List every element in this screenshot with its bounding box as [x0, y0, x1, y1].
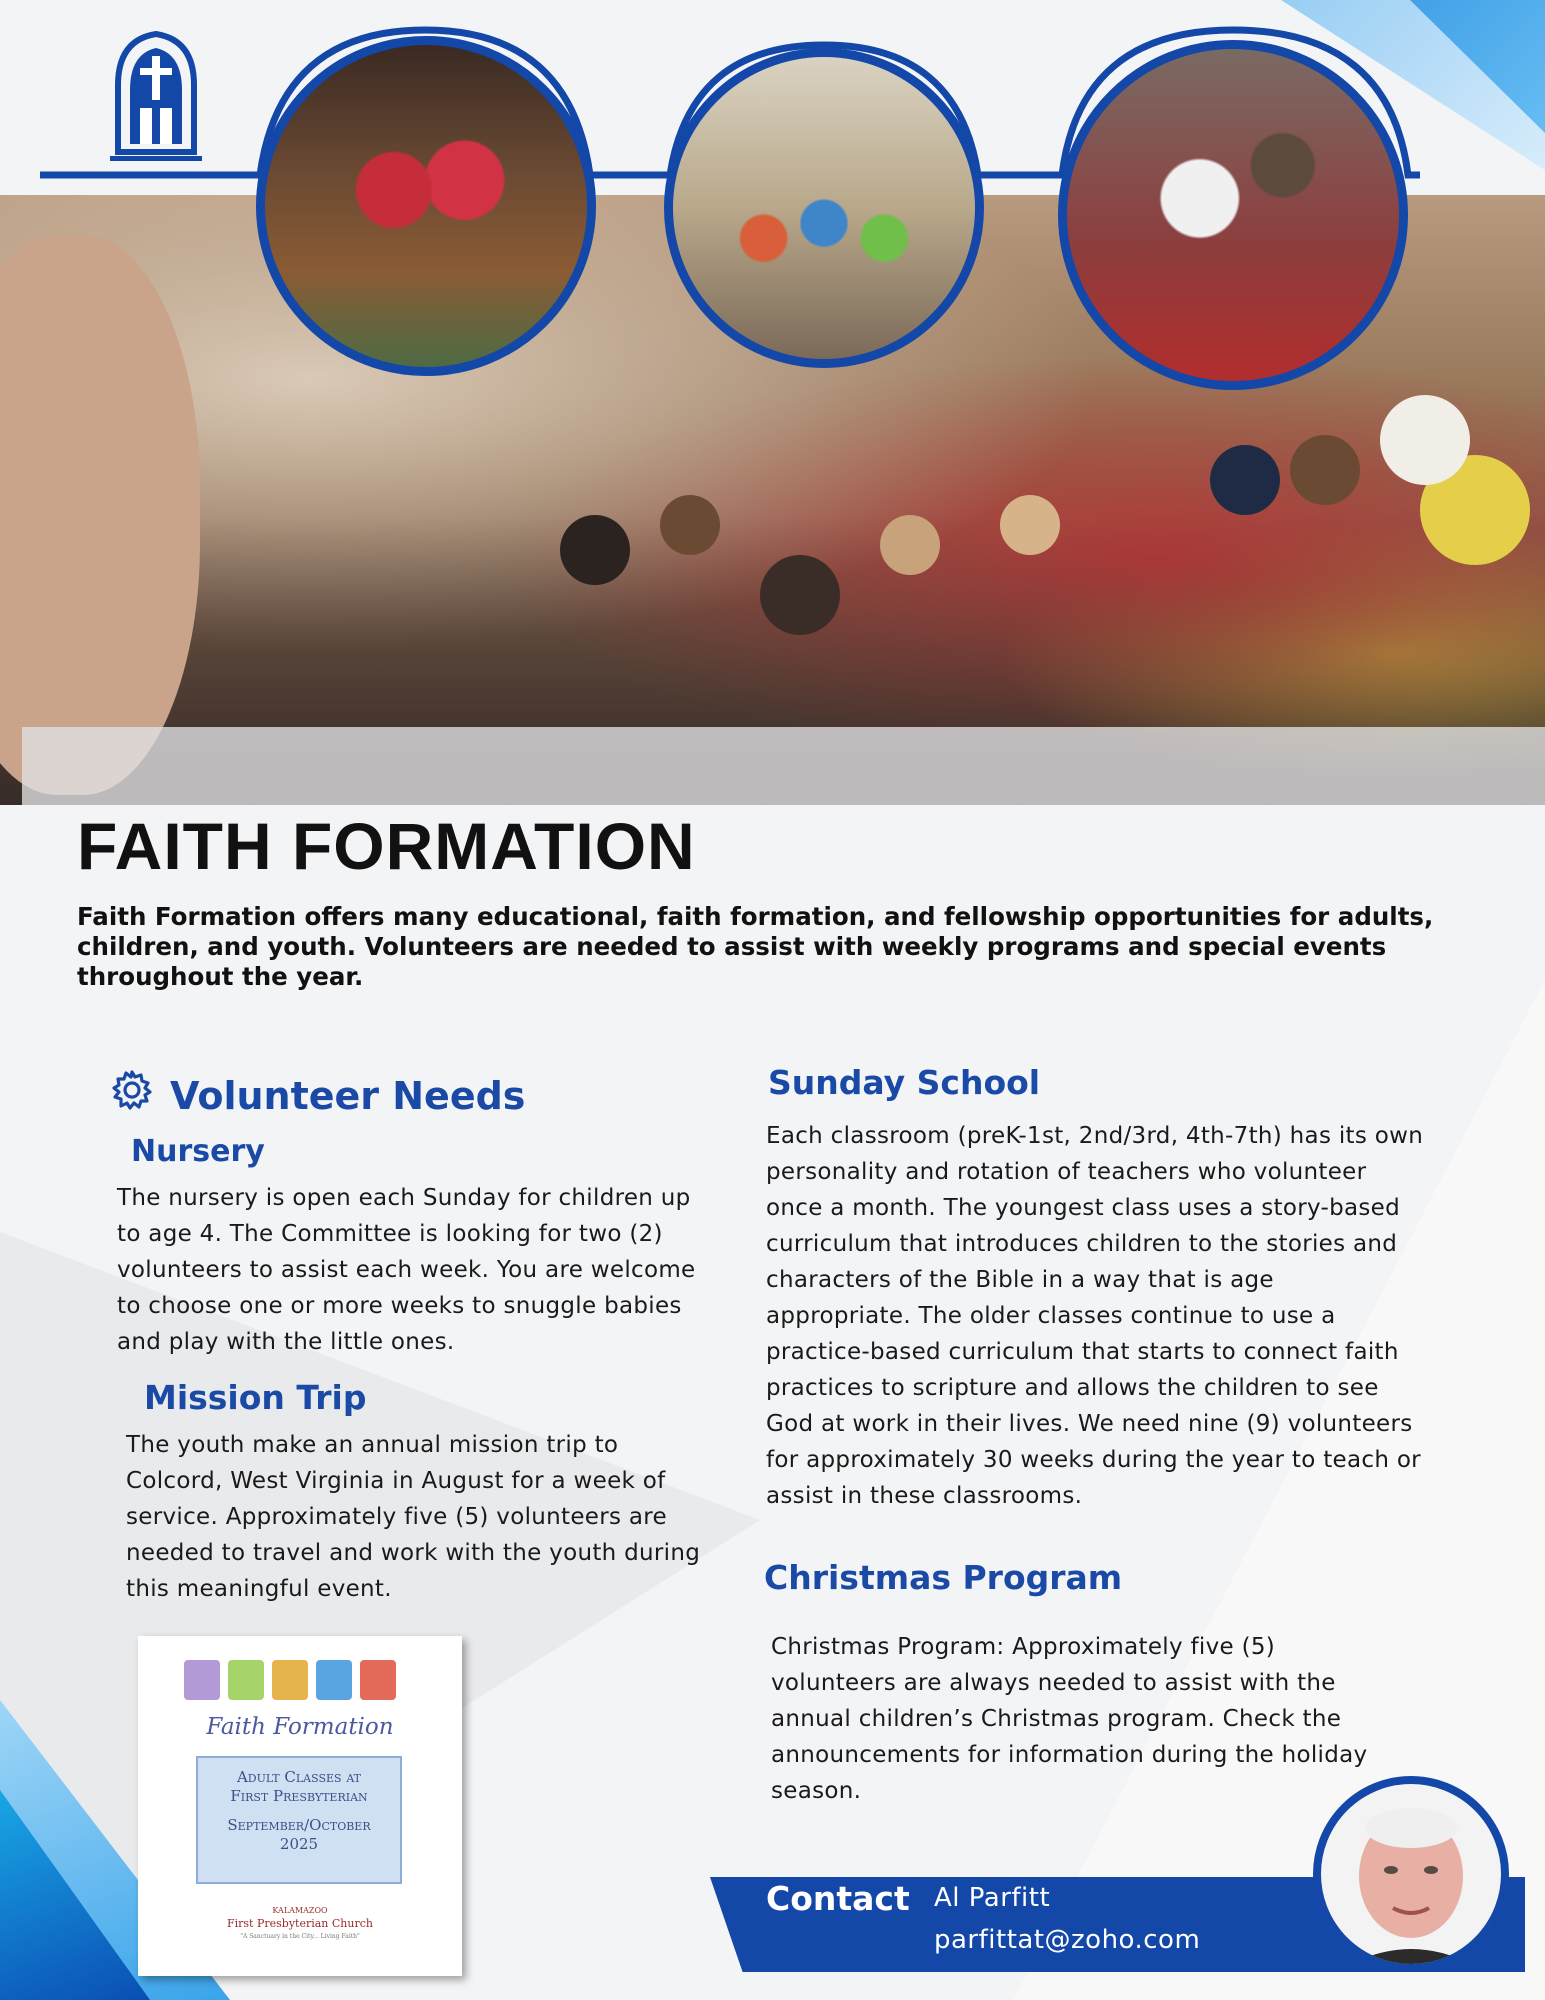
brochure-line: Adult Classes at — [236, 1768, 362, 1786]
brochure-title: Faith Formation — [206, 1714, 394, 1740]
nursery-text: The nursery is open each Sunday for children up to age 4. The Committee is looking for two (2) volunteers to assist each week. You are welcome to choose one or more weeks to snuggle babies and play with the little ones. — [117, 1185, 696, 1355]
contact-portrait — [1313, 1776, 1509, 1972]
contact-email-link[interactable]: parfittat@zoho.com — [934, 1925, 1201, 1955]
brochure-line: 2025 — [279, 1835, 319, 1853]
mission-trip-heading: Mission Trip — [144, 1378, 367, 1417]
nursery-heading: Nursery — [131, 1134, 265, 1169]
volunteer-needs-heading: Volunteer Needs — [170, 1074, 526, 1118]
sunday-school-text: Each classroom (preK-1st, 2nd/3rd, 4th-7th) has its own personality and rotation of teachers who volunteer once a month. The youngest class uses a story-based curriculum that introduces children to the stories and characters of the Bible in a way that is age appropriate. The older classes continue to use a practice-based curriculum that starts to connect faith practices to scripture and allows the children to see God at work in their lives. We need nine (9) volunteers for approximately 30 weeks during the year to teach or assist in these classrooms. — [766, 1123, 1424, 1509]
brochure-church-tagline: "A Sanctuary in the City... Living Faith" — [240, 1933, 360, 1940]
brochure-church-name: First Presbyterian Church — [227, 1917, 373, 1930]
mission-trip-text: The youth make an annual mission trip to Colcord, West Virginia in August for a week of service. Approximately five (5) volunteers are needed to travel and work with the youth during this meaningful event. — [126, 1432, 701, 1602]
gear-icon — [110, 1068, 154, 1112]
photo-circle-christmas-program — [1058, 40, 1408, 390]
church-window-cross-icon — [110, 30, 202, 165]
christmas-program-heading: Christmas Program — [764, 1558, 1123, 1597]
intro-text: Faith Formation offers many educational, faith formation, and fellowship opportunities for adults, children, and youth. Volunteers are needed to assist with weekly programs and special events throughout the year. — [77, 902, 1434, 991]
brochure-church-city: KALAMAZOO — [272, 1906, 328, 1915]
brochure-church — [138, 1904, 462, 1943]
christmas-program-text: Christmas Program: Approximately five (5) volunteers are always needed to assist with the annual children’s Christmas program. Check the announcements for information during the holiday season. — [771, 1634, 1368, 1804]
photo-circle-mission-trip — [664, 48, 984, 368]
photo-circle-christmas-lectern — [256, 36, 596, 376]
brochure-line: September/October — [227, 1816, 371, 1834]
contact-name: Al Parfitt — [934, 1883, 1051, 1913]
contact-label: Contact — [766, 1879, 910, 1918]
adult-classes-brochure — [138, 1636, 462, 1976]
hero-fade-band — [22, 727, 1545, 805]
brochure-info-box — [196, 1756, 402, 1884]
page-title: FAITH FORMATION — [77, 809, 696, 883]
brochure-tiles — [184, 1660, 396, 1700]
sunday-school-heading: Sunday School — [768, 1063, 1041, 1102]
brochure-line: First Presbyterian — [230, 1787, 368, 1805]
